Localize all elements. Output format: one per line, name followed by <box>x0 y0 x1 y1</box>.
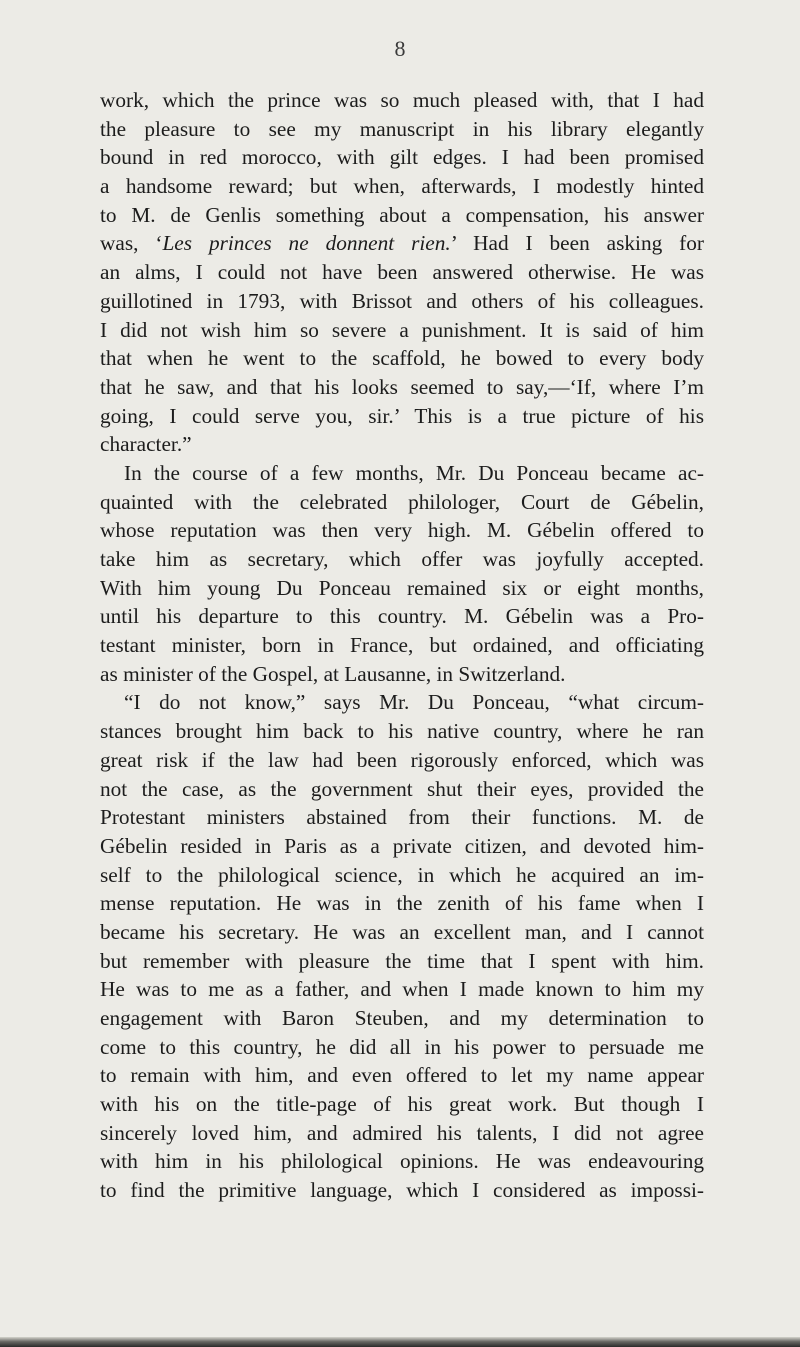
text-line: became his secretary. He was an excellent man, and I cannot <box>100 919 704 944</box>
text-line: with his on the title-page of his great work. But though I <box>100 1092 704 1117</box>
text-line: With him young Du Ponceau remained six or eight months, <box>100 575 704 600</box>
text-line: take him as secretary, which offer was joyfully accepted. <box>100 547 704 571</box>
text-line: going, I could serve you, sir.’ This is a true picture of his <box>100 403 704 428</box>
text-line: stances brought him back to his native country, where he ran <box>100 719 704 744</box>
text-line: not the case, as the government shut their eyes, provided the <box>100 776 704 801</box>
page-number: 8 <box>394 36 406 61</box>
text-line: I did not wish him so severe a punishment. It is said of him <box>100 317 704 342</box>
text-line: to find the primitive language, which I considered as impossi- <box>100 1178 704 1203</box>
text-line: that when he went to the scaffold, he bowed to every body <box>100 346 704 371</box>
text-line: but remember with pleasure the time that I spent with him. <box>100 948 704 973</box>
text-line: work, which the prince was so much pleased with, that I had <box>100 88 704 112</box>
text-line: sincerely loved him, and admired his talents, I did not agree <box>100 1120 704 1145</box>
text-line: bound in red morocco, with gilt edges. I had been promised <box>100 145 704 170</box>
text-line: the pleasure to see my manuscript in his library elegantly <box>100 116 704 141</box>
text-line: great risk if the law had been rigorously enforced, which was <box>100 747 704 772</box>
page-edge-shadow <box>0 1337 800 1347</box>
italic-quote: Les princes ne donnent rien. <box>162 231 451 256</box>
text-line: self to the philological science, in which he acquired an im- <box>100 862 704 887</box>
text-line: “I do not know,” says Mr. Du Ponceau, “what circum- <box>124 690 704 715</box>
text-line: In the course of a few months, Mr. Du Ponceau became ac- <box>124 460 704 485</box>
body-text <box>100 86 704 1205</box>
text-line: mense reputation. He was in the zenith of his fame when I <box>100 891 704 916</box>
text-line: character.” <box>100 432 192 457</box>
text-line: as minister of the Gospel, at Lausanne, in Switzerland. <box>100 661 566 686</box>
text-line: He was to me as a father, and when I made known to him my <box>100 977 704 1002</box>
text-line: whose reputation was then very high. M. Gébelin offered to <box>100 518 704 543</box>
text-line: was, ‘Les princes ne donnent rien.’ Had I been asking for <box>100 231 704 256</box>
text-line: testant minister, born in France, but ordained, and officiating <box>100 633 704 658</box>
text-line: Gébelin resided in Paris as a private citizen, and devoted him- <box>100 833 704 858</box>
text-line: until his departure to this country. M. Gébelin was a Pro- <box>100 604 704 629</box>
text-line: Protestant ministers abstained from their functions. M. de <box>100 805 704 830</box>
text-line: a handsome reward; but when, afterwards, I modestly hinted <box>100 174 704 199</box>
text-line: an alms, I could not have been answered otherwise. He was <box>100 260 704 285</box>
text-line: quainted with the celebrated philologer, Court de Gébelin, <box>100 489 704 514</box>
text-line: guillotined in 1793, with Brissot and others of his colleagues. <box>100 288 704 313</box>
text-line: that he saw, and that his looks seemed to say,—‘If, where I’m <box>100 374 704 399</box>
text-line: engagement with Baron Steuben, and my determination to <box>100 1006 704 1030</box>
text-line: with him in his philological opinions. He was endeavouring <box>100 1149 704 1174</box>
text-line: come to this country, he did all in his power to persuade me <box>100 1034 704 1059</box>
text-line: to remain with him, and even offered to let my name appear <box>100 1063 704 1088</box>
text-line: to M. de Genlis something about a compensation, his answer <box>100 202 704 227</box>
